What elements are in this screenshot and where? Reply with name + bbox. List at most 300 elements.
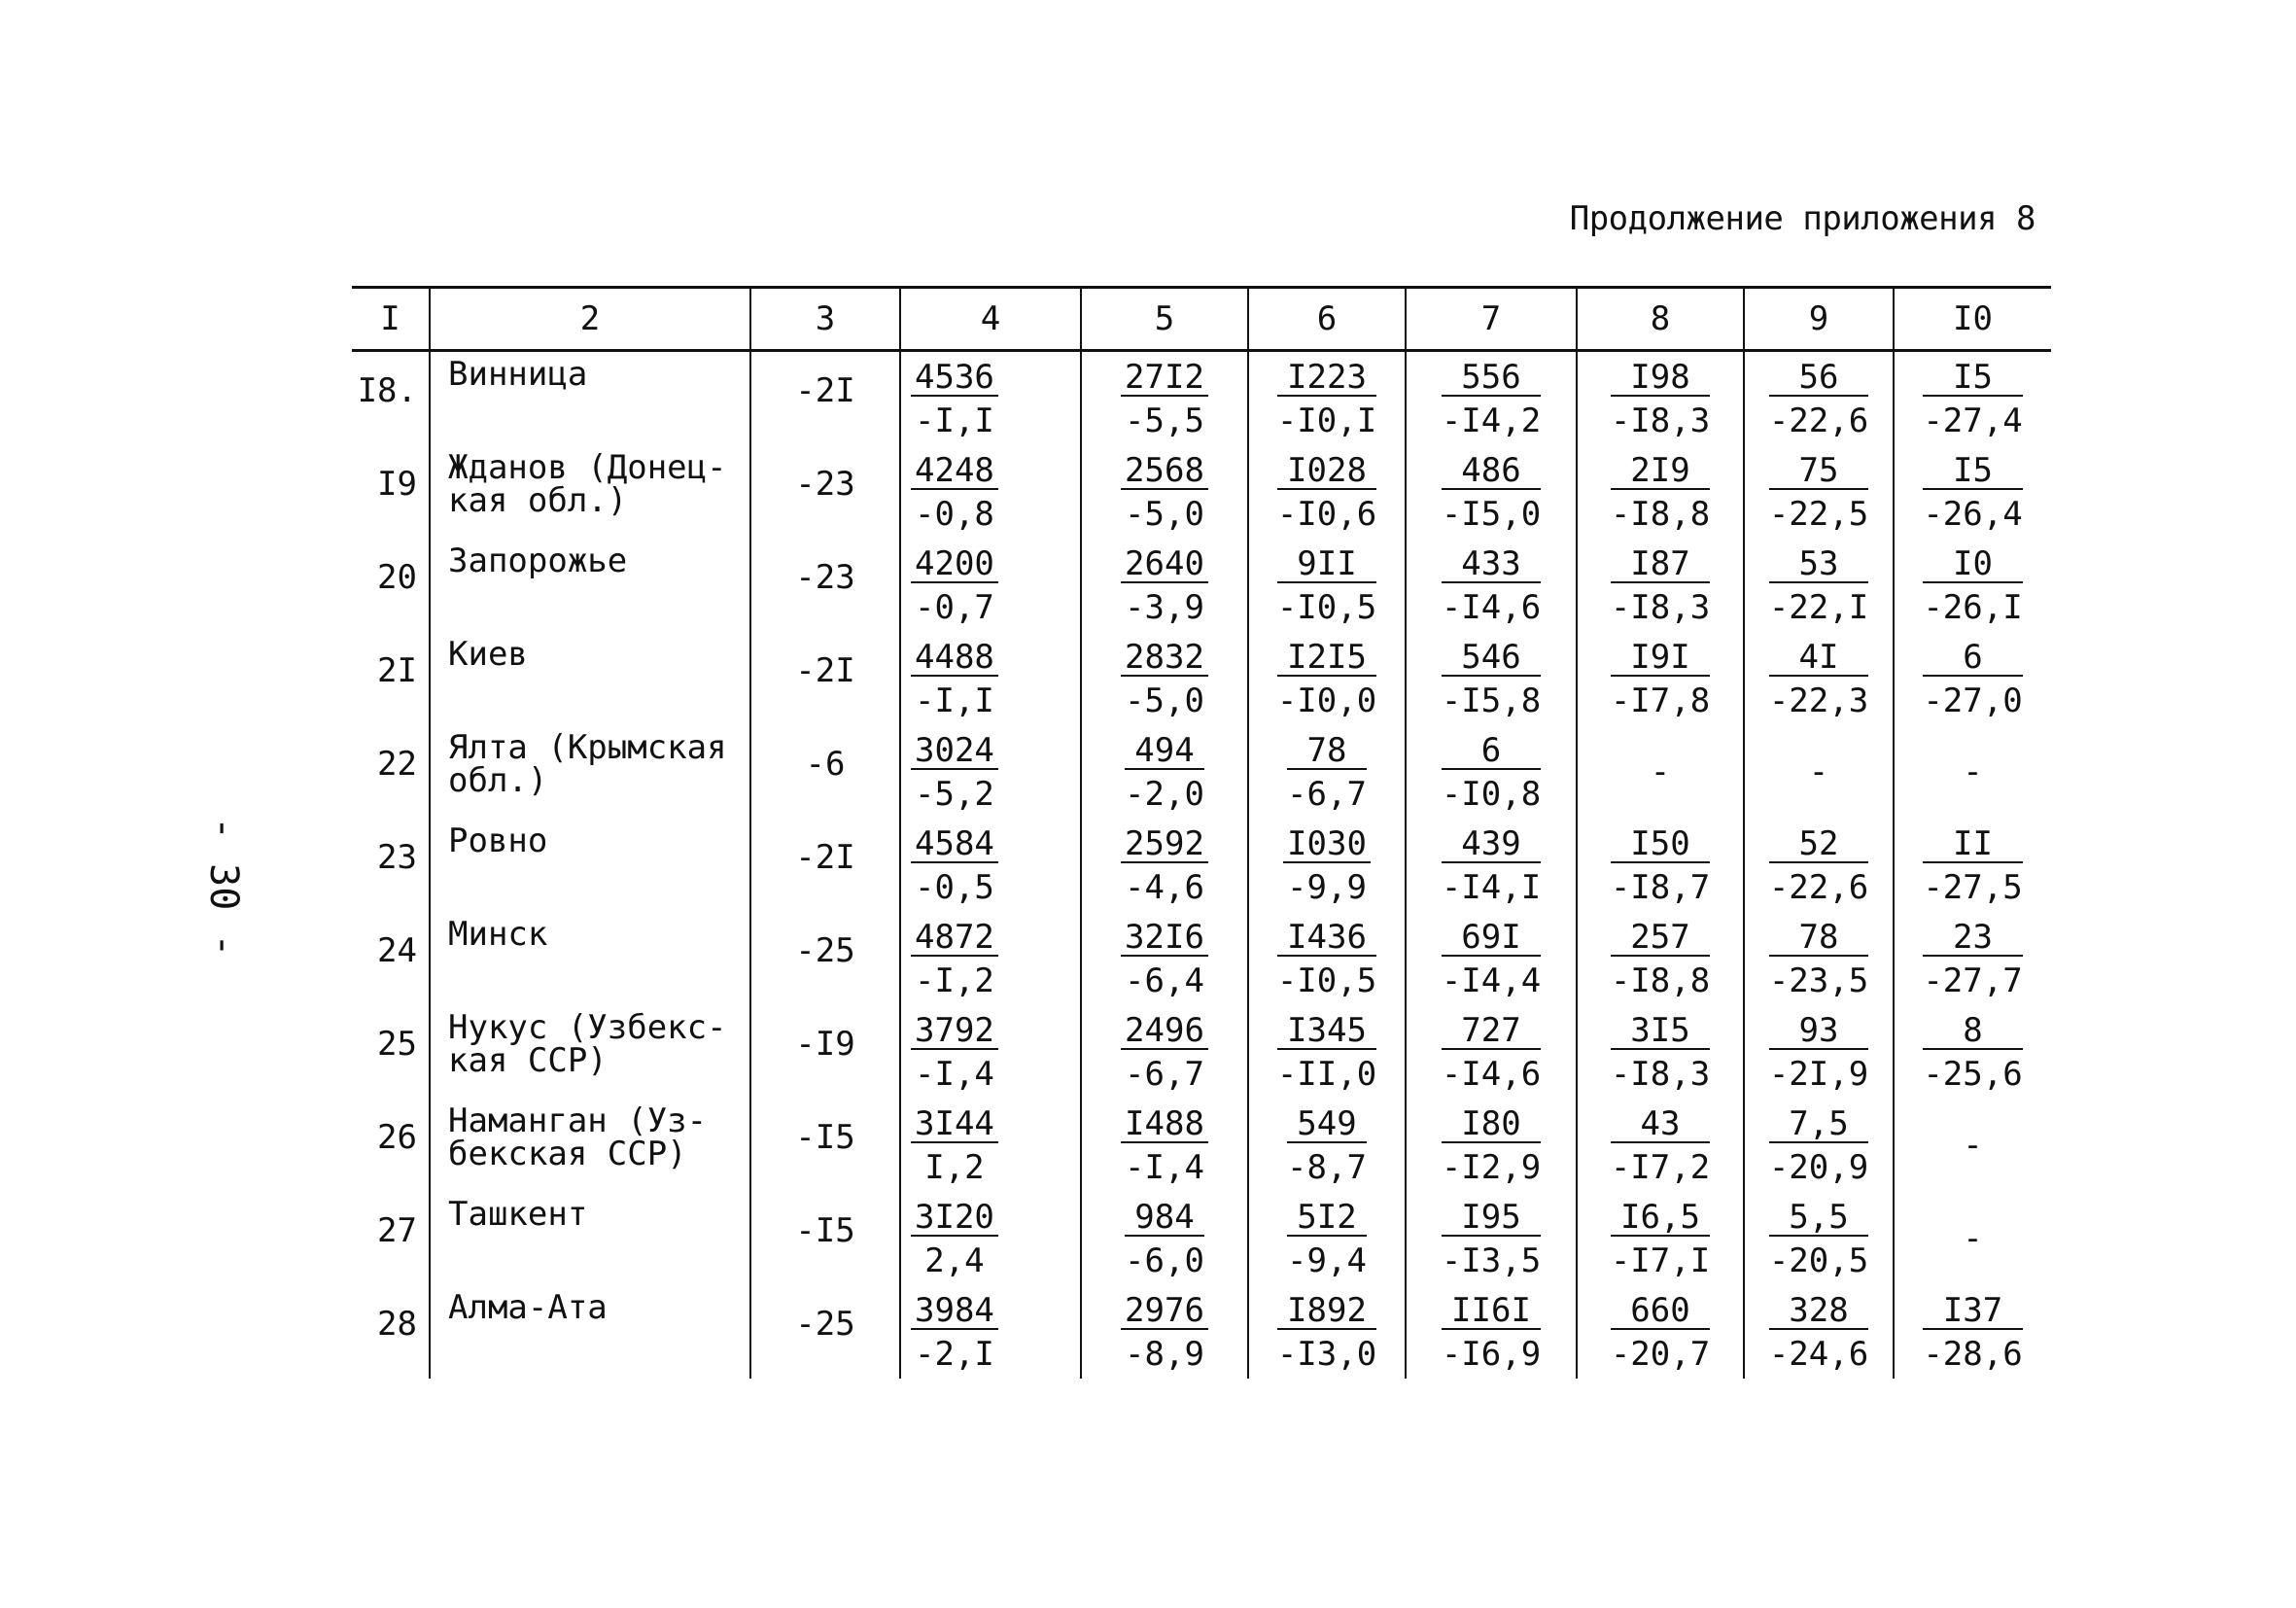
value-cell (1406, 1192, 1577, 1285)
denominator-value: -27,7 (1923, 961, 2023, 1000)
denominator-value: -I,I (915, 682, 994, 720)
numerator-value: 2832 (1121, 640, 1208, 677)
numerator-value: 3024 (911, 733, 998, 770)
fraction-pair (911, 360, 998, 441)
value-cell (900, 1285, 1081, 1379)
fraction-pair (1277, 640, 1376, 721)
numerator-value: 433 (1442, 546, 1541, 583)
value-cell (1248, 819, 1406, 912)
numerator-value: 2496 (1121, 1013, 1208, 1050)
row-number-text: 26 (377, 1118, 417, 1157)
denominator-value: -2,I (915, 1335, 994, 1374)
numerator-value: 78 (1769, 920, 1868, 957)
value-cell (1406, 445, 1577, 539)
row-number (352, 1192, 430, 1285)
denominator-value: -27,4 (1923, 402, 2023, 440)
numerator-value: II6I (1442, 1293, 1541, 1330)
numerator-value: I6,5 (1611, 1200, 1710, 1237)
denominator-value: -I5,0 (1441, 495, 1542, 534)
fraction-pair (1442, 920, 1541, 1001)
numerator-value: 494 (1125, 733, 1204, 770)
denominator-value: -26,I (1923, 588, 2023, 627)
value-cell (1081, 445, 1248, 539)
fraction-pair (1769, 1293, 1868, 1375)
page-number: - 30 - (201, 817, 246, 958)
value-cell (1744, 819, 1894, 912)
city-name-text: Алма-Ата (448, 1288, 608, 1327)
numerator-value: 9II (1277, 546, 1376, 583)
value-cell (1894, 445, 2051, 539)
denominator-value: -22,I (1768, 588, 1869, 627)
fraction-pair (1611, 1013, 1710, 1095)
fraction-pair (1121, 360, 1208, 441)
city-name (430, 351, 750, 446)
numerator-value: I50 (1611, 826, 1710, 863)
value-cell (1406, 819, 1577, 912)
denominator-value: -27,5 (1923, 868, 2023, 907)
denominator-value: -6,7 (1287, 775, 1367, 814)
fraction-pair (1611, 453, 1710, 535)
denominator-value: -20,5 (1768, 1241, 1869, 1280)
fraction-pair (911, 733, 998, 815)
row-number-text: 27 (377, 1211, 417, 1250)
empty-dash: - (1650, 752, 1671, 791)
fraction-pair (911, 453, 998, 535)
numerator-value: I5 (1923, 453, 2022, 490)
min-temperature-text: -25 (795, 1305, 855, 1344)
min-temperature (750, 1192, 900, 1285)
table-row (352, 725, 2051, 819)
column-header: 9 (1744, 288, 1894, 351)
numerator-value: II (1923, 826, 2022, 863)
row-number (352, 445, 430, 539)
city-name (430, 1099, 750, 1192)
value-cell (1081, 1005, 1248, 1099)
min-temperature (750, 725, 900, 819)
fraction-pair (1287, 733, 1367, 815)
numerator-value: 4536 (911, 360, 998, 397)
value-cell (1248, 1099, 1406, 1192)
numerator-value: 4I (1769, 640, 1868, 677)
denominator-value: -0,7 (915, 588, 994, 627)
denominator-value: -I8,3 (1610, 1055, 1711, 1094)
value-cell (1744, 1192, 1894, 1285)
table-row (352, 1099, 2051, 1192)
numerator-value: 3I5 (1611, 1013, 1710, 1050)
numerator-value: I9I (1611, 640, 1710, 677)
fraction-pair (1611, 826, 1710, 908)
fraction-pair (1769, 920, 1868, 1001)
city-name (430, 1005, 750, 1099)
value-cell (1894, 1099, 2051, 1192)
row-number-text: I8. (357, 371, 417, 410)
denominator-value: -I0,0 (1276, 682, 1377, 720)
value-cell (900, 1192, 1081, 1285)
city-name-text: Запорожье (448, 542, 628, 580)
numerator-value: I028 (1277, 453, 1376, 490)
table-row (352, 819, 2051, 912)
value-cell (1577, 632, 1744, 725)
fraction-pair (911, 1200, 998, 1281)
column-header: 3 (750, 288, 900, 351)
numerator-value: 549 (1287, 1106, 1367, 1143)
denominator-value: -22,3 (1768, 682, 1869, 720)
denominator-value: -4,6 (1125, 868, 1204, 907)
numerator-value: I87 (1611, 546, 1710, 583)
denominator-value: -I4,I (1441, 868, 1542, 907)
empty-dash: - (1963, 1126, 1983, 1165)
column-header: 8 (1577, 288, 1744, 351)
numerator-value: 556 (1442, 360, 1541, 397)
column-header: I0 (1894, 288, 2051, 351)
city-name (430, 632, 750, 725)
denominator-value: -I2,9 (1441, 1148, 1542, 1187)
value-cell (1744, 632, 1894, 725)
table-body (352, 351, 2051, 1380)
fraction-pair (1611, 1200, 1710, 1281)
min-temperature (750, 819, 900, 912)
value-cell (1406, 539, 1577, 632)
value-cell (1744, 725, 1894, 819)
denominator-value: -I,2 (915, 961, 994, 1000)
value-cell (1406, 1099, 1577, 1192)
value-cell (1248, 351, 1406, 446)
data-table (352, 286, 2051, 1379)
denominator-value: -I0,I (1276, 402, 1377, 440)
column-header: 7 (1406, 288, 1577, 351)
column-header: 6 (1248, 288, 1406, 351)
value-cell (1577, 1192, 1744, 1285)
fraction-pair (911, 1106, 998, 1188)
denominator-value: I,2 (924, 1148, 985, 1187)
fraction-pair (1125, 733, 1204, 815)
value-cell (1248, 1192, 1406, 1285)
fraction-pair (1611, 546, 1710, 628)
numerator-value: I892 (1277, 1293, 1376, 1330)
min-temperature-text: -23 (795, 558, 855, 597)
fraction-pair (911, 640, 998, 721)
denominator-value: -I4,2 (1441, 402, 1542, 440)
numerator-value: 486 (1442, 453, 1541, 490)
fraction-pair (1923, 826, 2022, 908)
fraction-pair (1769, 1013, 1868, 1095)
fraction-pair (911, 826, 998, 908)
city-name (430, 912, 750, 1005)
row-number-text: 23 (377, 838, 417, 877)
denominator-value: -6,4 (1125, 961, 1204, 1000)
denominator-value: -I3,0 (1276, 1335, 1377, 1374)
fraction-pair (1287, 1106, 1367, 1188)
city-name-text: Ташкент (448, 1195, 588, 1234)
denominator-value: -8,9 (1125, 1335, 1204, 1374)
numerator-value: 6 (1442, 733, 1541, 770)
fraction-pair (1121, 1106, 1208, 1188)
fraction-pair (1442, 640, 1541, 721)
denominator-value: -I6,9 (1441, 1335, 1542, 1374)
numerator-value: 2592 (1121, 826, 1208, 863)
fraction-pair (911, 546, 998, 628)
min-temperature-text: -I5 (795, 1211, 855, 1250)
numerator-value: 52 (1769, 826, 1868, 863)
fraction-pair (1121, 920, 1208, 1001)
city-name (430, 539, 750, 632)
city-name-text: Минск (448, 915, 548, 954)
denominator-value: -22,5 (1768, 495, 1869, 534)
value-cell (1081, 912, 1248, 1005)
value-cell (1577, 539, 1744, 632)
value-cell (1406, 1285, 1577, 1379)
fraction-pair (1923, 546, 2022, 628)
value-cell (1894, 1192, 2051, 1285)
min-temperature (750, 1099, 900, 1192)
value-cell (900, 351, 1081, 446)
denominator-value: -I0,6 (1276, 495, 1377, 534)
row-number (352, 725, 430, 819)
numerator-value: 4200 (911, 546, 998, 583)
denominator-value: -I,4 (915, 1055, 994, 1094)
denominator-value: -5,5 (1125, 402, 1204, 440)
fraction-pair (1277, 360, 1376, 441)
denominator-value: -26,4 (1923, 495, 2023, 534)
denominator-value: -5,2 (915, 775, 994, 814)
fraction-pair (1125, 1200, 1204, 1281)
value-cell (1081, 819, 1248, 912)
denominator-value: -I7,I (1610, 1241, 1711, 1280)
header-row (352, 288, 2051, 351)
value-cell (1081, 632, 1248, 725)
value-cell (1248, 632, 1406, 725)
numerator-value: I030 (1283, 826, 1371, 863)
fraction-pair (1442, 360, 1541, 441)
fraction-pair (1277, 1013, 1376, 1095)
value-cell (1894, 351, 2051, 446)
value-cell (1577, 1285, 1744, 1379)
fraction-pair (1611, 1106, 1710, 1188)
row-number-text: 20 (377, 558, 417, 597)
numerator-value: 328 (1769, 1293, 1868, 1330)
denominator-value: -24,6 (1768, 1335, 1869, 1374)
row-number (352, 912, 430, 1005)
city-name (430, 819, 750, 912)
empty-dash: - (1963, 752, 1983, 791)
value-cell (1744, 912, 1894, 1005)
numerator-value: 2976 (1121, 1293, 1208, 1330)
value-cell (900, 1005, 1081, 1099)
denominator-value: -6,7 (1125, 1055, 1204, 1094)
value-cell (1248, 539, 1406, 632)
fraction-pair (1769, 1200, 1868, 1281)
min-temperature-text: -2I (795, 651, 855, 690)
numerator-value: 984 (1125, 1200, 1204, 1237)
denominator-value: -I,I (915, 402, 994, 440)
denominator-value: -II,0 (1276, 1055, 1377, 1094)
denominator-value: -20,9 (1768, 1148, 1869, 1187)
row-number-text: 28 (377, 1305, 417, 1344)
value-cell (1577, 1005, 1744, 1099)
numerator-value: 43 (1611, 1106, 1710, 1143)
city-name-text: Киев (448, 635, 528, 674)
fraction-pair (1442, 826, 1541, 908)
table-row (352, 632, 2051, 725)
denominator-value: -I0,8 (1441, 775, 1542, 814)
fraction-pair (1442, 453, 1541, 535)
value-cell (1894, 539, 2051, 632)
table-row (352, 912, 2051, 1005)
value-cell (1081, 1285, 1248, 1379)
value-cell (1248, 1005, 1406, 1099)
city-name-text: Ровно (448, 821, 548, 860)
fraction-pair (1442, 546, 1541, 628)
numerator-value: I37 (1923, 1293, 2022, 1330)
row-number-text: 22 (377, 745, 417, 784)
denominator-value: 2,4 (924, 1241, 985, 1280)
fraction-pair (1923, 1013, 2022, 1095)
denominator-value: -I4,6 (1441, 588, 1542, 627)
fraction-pair (1923, 920, 2022, 1001)
denominator-value: -9,9 (1287, 868, 1367, 907)
denominator-value: -I7,8 (1610, 682, 1711, 720)
denominator-value: -0,8 (915, 495, 994, 534)
value-cell (1577, 351, 1744, 446)
value-cell (1894, 1005, 2051, 1099)
empty-dash: - (1963, 1219, 1983, 1258)
numerator-value: 257 (1611, 920, 1710, 957)
value-cell (900, 1099, 1081, 1192)
city-name (430, 1192, 750, 1285)
value-cell (900, 539, 1081, 632)
fraction-pair (911, 920, 998, 1001)
city-name (430, 445, 750, 539)
fraction-pair (1923, 1293, 2022, 1375)
min-temperature (750, 351, 900, 446)
denominator-value: -22,6 (1768, 402, 1869, 440)
numerator-value: 27I2 (1121, 360, 1208, 397)
row-number (352, 1005, 430, 1099)
fraction-pair (911, 1013, 998, 1095)
value-cell (1406, 351, 1577, 446)
numerator-value: 3I44 (911, 1106, 998, 1143)
fraction-pair (1277, 1293, 1376, 1375)
numerator-value: 32I6 (1121, 920, 1208, 957)
numerator-value: I436 (1277, 920, 1376, 957)
denominator-value: -2,0 (1125, 775, 1204, 814)
numerator-value: 2568 (1121, 453, 1208, 490)
value-cell (1248, 725, 1406, 819)
min-temperature-text: -I9 (795, 1025, 855, 1064)
fraction-pair (1121, 453, 1208, 535)
numerator-value: I2I5 (1277, 640, 1376, 677)
fraction-pair (1923, 453, 2022, 535)
value-cell (1081, 1192, 1248, 1285)
denominator-value: -3,9 (1125, 588, 1204, 627)
value-cell (1577, 912, 1744, 1005)
numerator-value: I488 (1121, 1106, 1208, 1143)
numerator-value: 4872 (911, 920, 998, 957)
fraction-pair (1923, 640, 2022, 721)
value-cell (1577, 819, 1744, 912)
value-cell (1894, 1285, 2051, 1379)
fraction-pair (1277, 546, 1376, 628)
value-cell (1081, 725, 1248, 819)
fraction-pair (1121, 640, 1208, 721)
fraction-pair (1283, 826, 1371, 908)
denominator-value: -I,4 (1125, 1148, 1204, 1187)
value-cell (1744, 1285, 1894, 1379)
numerator-value: 75 (1769, 453, 1868, 490)
value-cell (1248, 1285, 1406, 1379)
value-cell (1081, 351, 1248, 446)
min-temperature-text: -6 (805, 745, 846, 784)
row-number (352, 632, 430, 725)
value-cell (1081, 539, 1248, 632)
fraction-pair (1611, 640, 1710, 721)
numerator-value: 5,5 (1769, 1200, 1868, 1237)
row-number (352, 819, 430, 912)
denominator-value: -25,6 (1923, 1055, 2023, 1094)
numerator-value: 2640 (1121, 546, 1208, 583)
denominator-value: -I0,5 (1276, 588, 1377, 627)
value-cell (1894, 632, 2051, 725)
value-cell (1744, 445, 1894, 539)
min-temperature-text: -23 (795, 465, 855, 504)
column-header: 4 (900, 288, 1081, 351)
denominator-value: -27,0 (1923, 682, 2023, 720)
fraction-pair (1121, 546, 1208, 628)
row-number (352, 539, 430, 632)
row-number (352, 1099, 430, 1192)
numerator-value: 78 (1287, 733, 1367, 770)
value-cell (1248, 912, 1406, 1005)
numerator-value: I98 (1611, 360, 1710, 397)
numerator-value: 69I (1442, 920, 1541, 957)
min-temperature (750, 1285, 900, 1379)
numerator-value: I0 (1923, 546, 2022, 583)
denominator-value: -I0,5 (1276, 961, 1377, 1000)
table-row (352, 1005, 2051, 1099)
column-header: I (352, 288, 430, 351)
value-cell (1744, 1005, 1894, 1099)
row-number-text: 24 (377, 931, 417, 970)
row-number-text: 25 (377, 1025, 417, 1064)
fraction-pair (1611, 920, 1710, 1001)
value-cell (1406, 632, 1577, 725)
numerator-value: 727 (1442, 1013, 1541, 1050)
denominator-value: -I7,2 (1610, 1148, 1711, 1187)
value-cell (900, 632, 1081, 725)
min-temperature-text: -2I (795, 838, 855, 877)
value-cell (900, 725, 1081, 819)
fraction-pair (1121, 826, 1208, 908)
denominator-value: -I5,8 (1441, 682, 1542, 720)
denominator-value: -6,0 (1125, 1241, 1204, 1280)
fraction-pair (1769, 826, 1868, 908)
table-row (352, 539, 2051, 632)
fraction-pair (1769, 453, 1868, 535)
fraction-pair (1769, 546, 1868, 628)
numerator-value: I95 (1442, 1200, 1541, 1237)
value-cell (1894, 912, 2051, 1005)
value-cell (1577, 1099, 1744, 1192)
fraction-pair (911, 1293, 998, 1375)
fraction-pair (1442, 1293, 1541, 1375)
denominator-value: -I8,8 (1610, 961, 1711, 1000)
fraction-pair (1923, 360, 2022, 441)
table-row (352, 1285, 2051, 1379)
numerator-value: 23 (1923, 920, 2022, 957)
denominator-value: -22,6 (1768, 868, 1869, 907)
denominator-value: -I8,7 (1610, 868, 1711, 907)
fraction-pair (1121, 1013, 1208, 1095)
